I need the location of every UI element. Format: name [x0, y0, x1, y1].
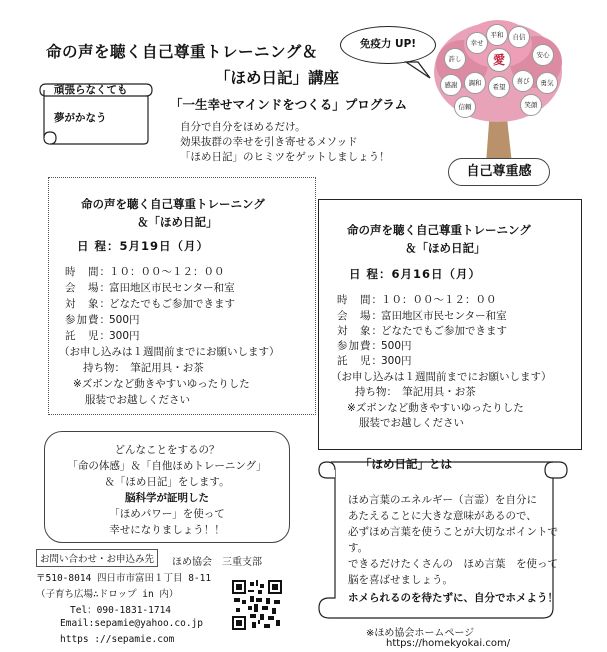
row-key: 会 場： [65, 282, 111, 294]
bubble-tail [404, 60, 434, 82]
event-note: 服装でお越しください [359, 417, 464, 429]
tree-word: 希望 [488, 76, 510, 98]
row-value: どなたでもご参加できます [109, 298, 235, 310]
contact-address-note: （子育ち広場∴ドロップ in 内） [36, 589, 179, 600]
qr-code-icon[interactable] [232, 580, 282, 630]
scroll-line: 頑張らなくても [54, 84, 128, 96]
row-value: どなたでもご参加できます [381, 325, 507, 337]
row-key: 参加費： [65, 314, 111, 326]
event-note: 服装でお越しください [85, 394, 190, 406]
event-row-time [337, 292, 497, 307]
event-box-june [318, 199, 582, 450]
event-box-may [48, 177, 316, 415]
dream-scroll-banner [36, 76, 158, 146]
event-note: （お申し込みは１週間前までにお願いします） [59, 346, 280, 358]
row-key: 会 場： [337, 310, 383, 322]
event-row-target [65, 296, 235, 311]
tree-word: 安心 [532, 44, 554, 66]
event-note: （お申し込みは１週間前までにお願いします） [331, 371, 552, 383]
about-line: 「ほめパワー」を使って [109, 508, 225, 520]
contact-tel: Tel：090-1831-1714 [70, 605, 172, 616]
event-subtitle: ＆「ほめ日記」 [405, 241, 486, 255]
event-row-fee [65, 312, 140, 327]
event-row-venue [337, 308, 507, 323]
homenikki-line: あたえることに大きな意味があるので、 [348, 510, 537, 522]
immunity-bubble: 免疫力 UP! [340, 26, 436, 64]
tree-word: 信頼 [454, 96, 476, 118]
event-row-time [65, 264, 225, 279]
tree-word: 感謝 [440, 74, 462, 96]
about-line: 脳科学が証明した [125, 492, 209, 504]
event-row-target [337, 323, 507, 338]
event-note: 持ち物： 筆記用具・お茶 [83, 362, 204, 374]
event-row-fee [337, 338, 412, 353]
row-value: 富田地区市民センター和室 [109, 282, 235, 294]
page-title-line2: 「ほめ日記」講座 [215, 69, 340, 87]
homenikki-line: ほめ言葉のエネルギー（言霊）を自分に [348, 494, 537, 506]
row-key: 対 象： [65, 298, 111, 310]
homenikki-line: 脳を喜ばせましょう。 [348, 574, 453, 586]
row-value: 500円 [381, 340, 412, 352]
organization-name: ほめ協会 三重支部 [172, 557, 262, 568]
homenikki-line: 必ずほめ言葉を使うことが大切なポイントで [348, 526, 558, 538]
about-line: ＆「ほめ日記」をします。 [104, 476, 230, 488]
self-esteem-label: 自己尊重感 [448, 158, 550, 186]
tree-word: 調和 [464, 72, 486, 94]
event-row-childcare [65, 328, 140, 343]
event-row-childcare [337, 353, 412, 368]
row-key: 託 児： [337, 355, 383, 367]
row-value: 300円 [109, 330, 140, 342]
row-value: １０：００～１２：００ [109, 266, 225, 278]
tree-word: 許し [444, 48, 466, 70]
row-key: 対 象： [337, 325, 383, 337]
scroll-line: 夢がかなう [54, 112, 107, 124]
tree-word: 勇気 [536, 72, 558, 94]
homenikki-line: ホメられるのを待たずに、自分でホメよう！ [348, 592, 558, 604]
row-key: 時 間： [65, 266, 111, 278]
event-title: 命の声を聴く自己尊重トレーニング [81, 197, 265, 211]
intro-line: 効果抜群の幸せを引き寄せるメソッド [180, 136, 358, 148]
homepage-link[interactable]: https://homekyokai.com/ [386, 638, 511, 649]
event-date: 日 程：6月16日（月） [349, 267, 482, 281]
program-subtitle: 「一生幸せマインドをつくる」プログラム [170, 97, 408, 112]
row-key: 託 児： [65, 330, 111, 342]
event-row-venue [65, 280, 235, 295]
about-line: どんなことをするの？ [114, 444, 220, 456]
tree-word: 喜び [512, 70, 534, 92]
event-note: 持ち物： 筆記用具・お茶 [355, 386, 476, 398]
event-note: ※ズボンなど動きやすいゆったりした [347, 402, 524, 414]
event-title: 命の声を聴く自己尊重トレーニング [347, 223, 531, 237]
page-title-line1: 命の声を聴く自己尊重トレーニング＆ [46, 43, 318, 61]
tree-word: 笑顔 [520, 94, 542, 116]
row-value: 500円 [109, 314, 140, 326]
contact-email[interactable]: Email:sepamie@yahoo.co.jp [60, 618, 203, 629]
intro-line: 自分で自分をほめるだけ。 [180, 121, 306, 133]
event-subtitle: ＆「ほめ日記」 [137, 215, 218, 229]
intro-text [180, 120, 390, 165]
homenikki-title: 「ほめ日記」とは [360, 457, 452, 471]
row-key: 参加費： [337, 340, 383, 352]
row-value: １０：００～１２：００ [381, 294, 497, 306]
homenikki-line: す。 [348, 542, 369, 554]
row-key: 時 間： [337, 294, 383, 306]
about-box [44, 431, 290, 543]
contact-website[interactable]: https ://sepamie.com [60, 634, 175, 645]
event-note: ※ズボンなど動きやすいゆったりした [73, 378, 250, 390]
homenikki-line: できるだけたくさんの ほめ言葉 を使って [348, 558, 558, 570]
row-value: 300円 [381, 355, 412, 367]
intro-line: 「ほめ日記」のヒミツをゲットしましょう！ [180, 151, 390, 163]
tree-center-word: 愛 [487, 48, 511, 72]
contact-address: 〒510-8014 四日市市富田１丁目 8-11 [36, 573, 212, 584]
contact-heading: お問い合わせ・お申込み先 [36, 549, 158, 567]
about-line: 「命の体感」＆「自他ほめトレーニング」 [67, 460, 267, 472]
row-value: 富田地区市民センター和室 [381, 310, 507, 322]
about-line: 幸せになりましょう！！ [109, 524, 225, 536]
event-date: 日 程：5月19日（月） [77, 239, 210, 253]
tree-word: 平和 [486, 24, 508, 46]
tree-word: 自信 [508, 26, 530, 48]
homepage-label: ※ほめ協会ホームページ [366, 628, 475, 639]
tree-word: 幸せ [466, 32, 488, 54]
